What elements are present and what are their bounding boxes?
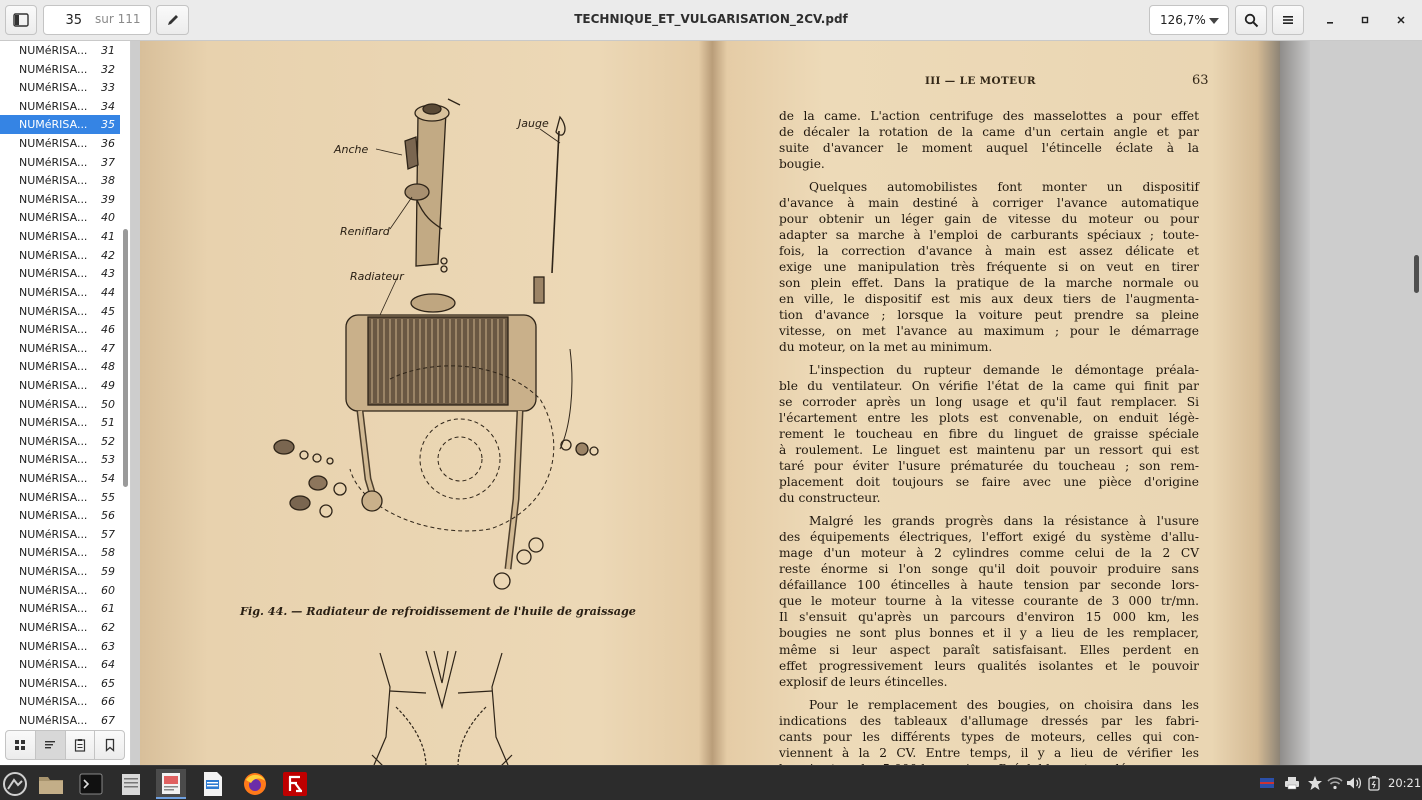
- outline-item-label: NUMéRISA...: [19, 639, 88, 653]
- outline-item-label: NUMéRISA...: [19, 527, 88, 541]
- text-line: vitesse, on met l'avance au maximum ; pour le démarrage: [779, 324, 1199, 339]
- minimize-icon: [1325, 15, 1335, 25]
- taskbar-writer[interactable]: [198, 769, 228, 799]
- hamburger-icon: [1282, 14, 1294, 26]
- page-number-entry: [43, 5, 151, 35]
- outline-item-page: 65: [101, 676, 115, 690]
- outline-item-label: NUMéRISA...: [19, 583, 88, 597]
- outline-item[interactable]: [0, 339, 120, 358]
- outline-item-page: 62: [101, 620, 115, 634]
- paragraph-gap: [779, 172, 1199, 179]
- outline-item[interactable]: [0, 60, 120, 79]
- text-line: Il s'ensuit qu'après un parcours d'environ 15 000 km, les: [779, 610, 1199, 625]
- outline-list: [0, 41, 120, 727]
- outline-item-label: NUMéRISA...: [19, 676, 88, 690]
- outline-item-label: NUMéRISA...: [19, 602, 88, 616]
- outline-item-label: NUMéRISA...: [19, 658, 88, 672]
- text-line: placement doit toujours se faire avec une pièce d'origine: [779, 475, 1199, 490]
- outline-item[interactable]: [0, 115, 120, 134]
- label-reniflard: Reniflard: [340, 225, 390, 238]
- annotate-button[interactable]: [156, 5, 189, 35]
- body-text: [779, 108, 1199, 777]
- maximize-icon: [1360, 15, 1370, 25]
- outline-item[interactable]: [0, 97, 120, 116]
- text-line: viennent à la 2 CV. Entre temps, il y a lieu de vérifier les: [779, 745, 1199, 760]
- paragraph-gap: [779, 506, 1199, 513]
- outline-item-label: NUMéRISA...: [19, 472, 88, 486]
- close-icon: [1396, 15, 1406, 25]
- outline-item-label: NUMéRISA...: [19, 341, 88, 355]
- outline-item-label: NUMéRISA...: [19, 81, 88, 95]
- outline-item-page: 31: [101, 44, 115, 57]
- outline-item-label: NUMéRISA...: [19, 546, 88, 560]
- text-line: du constructeur.: [779, 491, 881, 506]
- outline-item-page: 48: [101, 360, 115, 374]
- text-line: suite d'avancer le moment auquel l'étincelle éclate à la: [779, 141, 1199, 156]
- text-line: adapter sa marche à l'emploi de carburants spéciaux ; toute-: [779, 228, 1199, 243]
- outline-item[interactable]: [0, 171, 120, 190]
- text-line: bougies ne sont plus bonnes et il y a lieu de les remplacer,: [779, 626, 1199, 641]
- paragraph-gap: [779, 355, 1199, 362]
- outline-item-label: NUMéRISA...: [19, 118, 88, 132]
- outline-item-page: 37: [101, 155, 115, 169]
- text-line: à roulement. Le linguet est maintenu par un ressort qui est: [779, 443, 1199, 458]
- outline-item-label: NUMéRISA...: [19, 360, 88, 374]
- bookmark-icon: [104, 738, 116, 752]
- taskbar: [0, 765, 1422, 800]
- text-line: cants pour les différents types de moteurs, celles qui con-: [779, 729, 1199, 744]
- outline-item-label: NUMéRISA...: [19, 230, 88, 244]
- text-line: de décaler la rotation de la came d'un certain angle et par: [779, 125, 1199, 140]
- outline-item-page: 32: [101, 62, 115, 76]
- search-icon: [1244, 13, 1259, 28]
- text-line: d'avance à main destiné à corriger l'avance automatique: [779, 196, 1199, 211]
- power-icon: [1367, 775, 1381, 791]
- text-line: indications des tableaux d'allumage dressés par les fabri-: [779, 713, 1199, 728]
- outline-item[interactable]: [0, 581, 120, 600]
- outline-item-page: 61: [101, 602, 115, 616]
- firefox-icon: [242, 771, 268, 797]
- running-head: III — LE MOTEUR: [925, 75, 1036, 87]
- outline-item-page: 34: [101, 99, 115, 113]
- minimize-button[interactable]: [1318, 8, 1342, 32]
- toggle-sidebar-button[interactable]: [5, 5, 37, 35]
- text-line: exige une manipulation très fréquente si on veut en tirer: [779, 260, 1199, 275]
- text-line: L'inspection du rupteur demande le démontage préala-: [809, 363, 1199, 378]
- folder-icon: [38, 773, 64, 795]
- text-line: en ville, le dispositif est mis aux deux tiers de l'augmenta-: [779, 292, 1199, 307]
- zoom-value: 126,7%: [1160, 13, 1206, 27]
- outline-item[interactable]: [0, 376, 120, 395]
- sidebar-scrollbar[interactable]: [123, 229, 128, 487]
- taskbar-file-manager[interactable]: [36, 769, 66, 799]
- outline-item-label: NUMéRISA...: [19, 620, 88, 634]
- outline-item-page: 57: [101, 527, 115, 541]
- annotations-icon: [74, 738, 86, 752]
- start-menu-button[interactable]: [0, 769, 30, 799]
- terminal-icon: [79, 773, 103, 795]
- outline-item-page: 35: [101, 118, 115, 132]
- text-line: se corroder après un long usage et qu'il faut remplacer. Si: [779, 395, 1199, 410]
- text-line: explosif de leurs étincelles.: [779, 674, 948, 689]
- notes-icon: [120, 772, 142, 796]
- star-icon: [1307, 775, 1323, 791]
- paragraph-gap: [779, 690, 1199, 697]
- outline-item-label: NUMéRISA...: [19, 416, 88, 430]
- text-line: effet progressivement leurs qualités isolantes et le pouvoir: [779, 658, 1199, 673]
- taskbar-document-viewer[interactable]: [156, 769, 186, 799]
- text-line: reste énorme si l'on songe qu'il doit pouvoir produire sans: [779, 562, 1199, 577]
- outline-tab[interactable]: [36, 731, 66, 759]
- outline-item-page: 63: [101, 639, 115, 653]
- sidebar-view-switcher: [5, 730, 125, 760]
- page-edge-shadow: [1280, 41, 1310, 765]
- outline-item-page: 59: [101, 565, 115, 579]
- outline-item-label: NUMéRISA...: [19, 713, 88, 727]
- text-line: mage d'un moteur à 2 cylindres comme celui de la 2 CV: [779, 546, 1199, 561]
- outline-item-label: NUMéRISA...: [19, 695, 88, 709]
- outline-item-label: NUMéRISA...: [19, 509, 88, 523]
- text-line: ble du ventilateur. On vérifie l'état de la came qui finit par: [779, 379, 1199, 394]
- outline-item[interactable]: [0, 246, 120, 265]
- figure-caption: Fig. 44. — Radiateur de refroidissement de l'huile de graissage: [240, 604, 636, 618]
- outline-item[interactable]: [0, 543, 120, 562]
- outline-item-label: NUMéRISA...: [19, 490, 88, 504]
- outline-item[interactable]: [0, 208, 120, 227]
- outline-item-page: 33: [101, 81, 115, 95]
- wifi-icon: [1327, 776, 1343, 790]
- outline-item[interactable]: [0, 432, 120, 451]
- outline-item-page: 60: [101, 583, 115, 597]
- annotations-tab[interactable]: [66, 731, 96, 759]
- outline-item-page: 49: [101, 378, 115, 392]
- outline-item[interactable]: [0, 41, 120, 60]
- header-bar: [0, 0, 1422, 41]
- main-menu-button[interactable]: [1272, 5, 1304, 35]
- printer-icon: [1284, 776, 1300, 790]
- outline-item-label: NUMéRISA...: [19, 397, 88, 411]
- outline-item-page: 39: [101, 192, 115, 206]
- outline-item-page: 56: [101, 509, 115, 523]
- outline-item[interactable]: [0, 506, 120, 525]
- outline-item-page: 44: [101, 285, 115, 299]
- outline-item-label: NUMéRISA...: [19, 453, 88, 467]
- printed-page-number: 63: [1192, 73, 1209, 88]
- outline-item-label: NUMéRISA...: [19, 192, 88, 206]
- label-anche: Anche: [334, 143, 369, 156]
- outline-item[interactable]: [0, 302, 120, 321]
- outline-item-page: 47: [101, 341, 115, 355]
- favorites-tray-button[interactable]: [1306, 774, 1324, 792]
- document-title: TECHNIQUE_ET_VULGARISATION_2CV.pdf: [574, 12, 848, 26]
- outline-item-page: 46: [101, 323, 115, 337]
- bookmarks-tab[interactable]: [95, 731, 124, 759]
- grid-icon: [14, 739, 26, 751]
- outline-item-label: NUMéRISA...: [19, 99, 88, 113]
- outline-item-page: 36: [101, 137, 115, 151]
- taskbar-firefox[interactable]: [240, 769, 270, 799]
- chevron-down-icon: [1209, 18, 1219, 24]
- outline-item-page: 55: [101, 490, 115, 504]
- text-line: même si leur aspect paraît satisfaisant. Elles perdent en: [779, 642, 1199, 657]
- pencil-icon: [166, 13, 180, 27]
- outline-item[interactable]: [0, 134, 120, 153]
- text-line: l'écartement entre les plots est convenable, on enduit légè-: [779, 411, 1199, 426]
- outline-item[interactable]: [0, 599, 120, 618]
- taskbar-filezilla[interactable]: [280, 769, 310, 799]
- outline-item[interactable]: [0, 78, 120, 97]
- text-line: taré pour éviter l'usure prématurée du toucheau ; son rem-: [779, 459, 1199, 474]
- network-tray-button[interactable]: [1326, 774, 1344, 792]
- scanned-page-spread: [140, 41, 1280, 765]
- outline-item-page: 64: [101, 658, 115, 672]
- writer-icon: [202, 771, 224, 797]
- outline-item[interactable]: [0, 674, 120, 693]
- close-button[interactable]: [1389, 8, 1413, 32]
- outline-item[interactable]: [0, 413, 120, 432]
- outline-item-page: 40: [101, 211, 115, 225]
- outline-item[interactable]: [0, 562, 120, 581]
- text-line: fois, la correction d'avance à main est assez délicate et: [779, 244, 1199, 259]
- outline-item-label: NUMéRISA...: [19, 323, 88, 337]
- sidebar: [0, 41, 131, 765]
- maximize-button[interactable]: [1353, 8, 1377, 32]
- outline-item-label: NUMéRISA...: [19, 137, 88, 151]
- outline-item-label: NUMéRISA...: [19, 62, 88, 76]
- page-total-label: sur 111: [95, 12, 141, 26]
- outline-item[interactable]: [0, 450, 120, 469]
- outline-item[interactable]: [0, 525, 120, 544]
- outline-item-label: NUMéRISA...: [19, 434, 88, 448]
- taskbar-terminal[interactable]: [76, 769, 106, 799]
- outline-item-page: 66: [101, 695, 115, 709]
- outline-item-page: 50: [101, 397, 115, 411]
- text-line: du moteur, on la met au minimum.: [779, 340, 993, 355]
- outline-icon: [44, 739, 56, 751]
- outline-item[interactable]: [0, 618, 120, 637]
- filezilla-icon: [282, 771, 308, 797]
- outline-item[interactable]: [0, 320, 120, 339]
- outline-item-page: 67: [101, 713, 115, 727]
- outline-item-label: NUMéRISA...: [19, 174, 88, 188]
- outline-item-label: NUMéRISA...: [19, 211, 88, 225]
- outline-item-label: NUMéRISA...: [19, 378, 88, 392]
- printer-tray-button[interactable]: [1283, 774, 1301, 792]
- outline-item-page: 52: [101, 434, 115, 448]
- outline-item-page: 42: [101, 248, 115, 262]
- outline-item-page: 41: [101, 230, 115, 244]
- outline-item-page: 54: [101, 472, 115, 486]
- document-viewer-icon: [160, 771, 182, 795]
- outline-item[interactable]: [0, 711, 120, 730]
- start-menu-icon: [2, 771, 28, 797]
- zoom-select[interactable]: [1149, 5, 1229, 35]
- outline-item[interactable]: [0, 227, 120, 246]
- page-number-input[interactable]: [44, 6, 84, 34]
- text-line: de la came. L'action centrifuge des masselottes a pour effet: [779, 109, 1199, 123]
- text-line: Malgré les grands progrès dans la résistance à l'usure: [809, 514, 1199, 529]
- text-line: bougie.: [779, 157, 825, 172]
- text-line: son plein effet. Dans la pratique de la marche normale ou: [779, 276, 1199, 291]
- text-line: des équipements électriques, l'effort exigé du système d'allu-: [779, 530, 1199, 545]
- outline-item-label: NUMéRISA...: [19, 155, 88, 169]
- keyboard-layout-indicator[interactable]: [1258, 774, 1276, 792]
- outline-item[interactable]: [0, 190, 120, 209]
- outline-item-page: 43: [101, 267, 115, 281]
- volume-tray-button[interactable]: [1345, 774, 1363, 792]
- thumbnails-tab[interactable]: [6, 731, 36, 759]
- document-scrollbar[interactable]: [1414, 255, 1419, 293]
- outline-item[interactable]: [0, 357, 120, 376]
- second-illustration: [366, 647, 516, 767]
- outline-item-label: NUMéRISA...: [19, 44, 88, 57]
- label-jauge: Jauge: [518, 117, 549, 130]
- outline-item-page: 53: [101, 453, 115, 467]
- outline-item[interactable]: [0, 264, 120, 283]
- outline-item-page: 51: [101, 416, 115, 430]
- text-line: que le moteur tourne à la vitesse courante de 3 000 tr/mn.: [779, 594, 1199, 609]
- outline-item[interactable]: [0, 637, 120, 656]
- outline-item-label: NUMéRISA...: [19, 267, 88, 281]
- volume-icon: [1346, 776, 1362, 790]
- outline-item[interactable]: [0, 488, 120, 507]
- power-tray-button[interactable]: [1365, 774, 1383, 792]
- label-radiateur: Radiateur: [350, 270, 404, 283]
- text-line: pour obtenir un léger gain de vitesse du moteur ou pour: [779, 212, 1199, 227]
- text-line: Pour le remplacement des bougies, on choisira dans les: [809, 697, 1199, 712]
- outline-item-label: NUMéRISA...: [19, 565, 88, 579]
- outline-item-label: NUMéRISA...: [19, 248, 88, 262]
- outline-item[interactable]: [0, 153, 120, 172]
- text-line: Quelques automobilistes font monter un dispositif: [809, 180, 1199, 195]
- outline-item[interactable]: [0, 692, 120, 711]
- keyboard-flag-icon: [1260, 778, 1274, 788]
- sidebar-icon: [13, 13, 29, 27]
- outline-item[interactable]: [0, 469, 120, 488]
- search-button[interactable]: [1235, 5, 1267, 35]
- outline-item-page: 45: [101, 304, 115, 318]
- radiator-illustration: [270, 69, 630, 529]
- outline-item[interactable]: [0, 283, 120, 302]
- outline-item-page: 38: [101, 174, 115, 188]
- outline-item-page: 58: [101, 546, 115, 560]
- text-line: rement le toucheau en fibre du linguet de graisse spéciale: [779, 427, 1199, 442]
- text-line: défaillance 100 étincelles à haute tension par seconde lors-: [779, 578, 1199, 593]
- outline-item[interactable]: [0, 395, 120, 414]
- taskbar-notes[interactable]: [116, 769, 146, 799]
- text-line: tion d'avance ; lorsque la voiture peut prendre sa pleine: [779, 308, 1199, 323]
- clock[interactable]: 20:21: [1388, 776, 1422, 790]
- document-view[interactable]: [131, 41, 1422, 765]
- outline-item-label: NUMéRISA...: [19, 304, 88, 318]
- outline-item[interactable]: [0, 655, 120, 674]
- outline-item-label: NUMéRISA...: [19, 285, 88, 299]
